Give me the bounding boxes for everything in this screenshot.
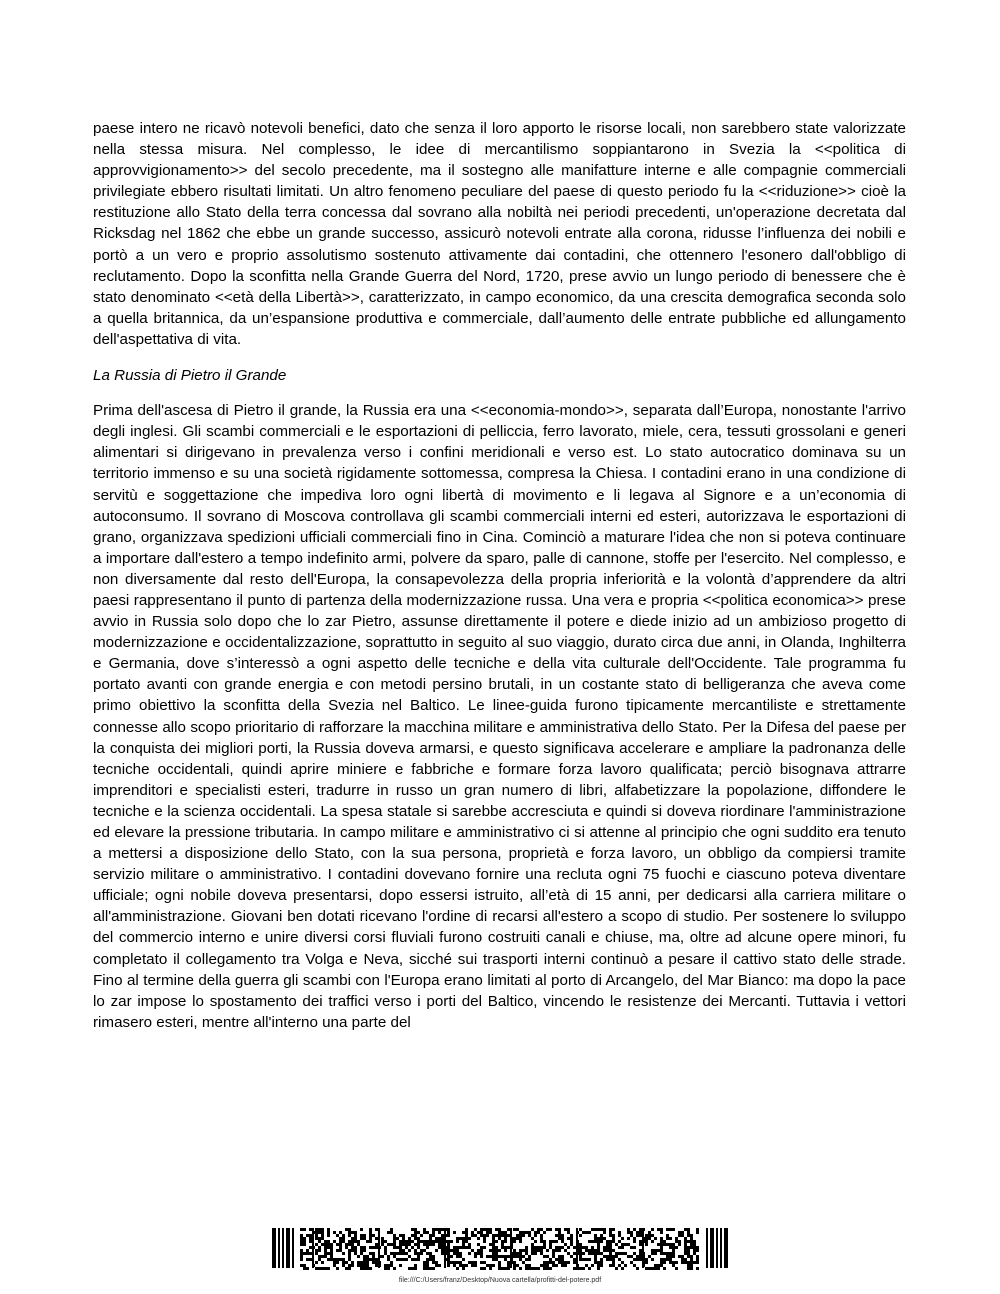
barcode-icon [266,1222,734,1274]
footer-file-path: file:///C:/Users/franz/Desktop/Nuova cartella/profitti-del-potere.pdf [398,1277,602,1284]
section-heading: La Russia di Pietro il Grande [93,367,287,385]
paragraph: paese intero ne ricavò notevoli benefici, dato che senza il loro apporto le risorse locali, non sarebbero state valorizzate nella stessa misura. Nel complesso, le idee di mercantilismo soppiantarono in Svezia la <<politica di approvvigionamento>> del secolo precedente, ma il sostegno alle manifatture interne e alle compagnie commerciali privilegiate ebbero risultati limitati. Un altro fenomeno peculiare del paese di questo periodo fu la <<riduzione>> cioè la restituzione allo Stato della terra concessa dal sovrano alla nobiltà nei periodi precedenti, un'operazione decretata dal Ricksdag nel 1862 che ebbe un grande successo, assicurò notevoli entrate alla corona, ridusse l’influenza dei nobili e portò a un vero e proprio assolutismo sostenuto attivamente dai contadini, che ottennero l'esonero dall'obbligo di reclutamento. Dopo la sconfitta nella Grande Guerra del Nord, 1720, prese avvio un lungo periodo di benessere che è stato denominato <<età della Libertà>>, caratterizzato, in campo economico, da una crescita demografica seconda solo a quella britannica, da un’espansione produttiva e commerciale, dall’aumento delle entrate pubbliche ed allungamento dell'aspettativa di vita. [93,120,906,348]
text-column [93,118,906,1033]
paragraph: Prima dell'ascesa di Pietro il grande, la Russia era una <<economia-mondo>>, separata dall’Europa, nonostante l'arrivo degli inglesi. Gli scambi commerciali e le esportazioni di pelliccia, ferro lavorato, miele, cera, tessuti grossolani e generi alimentari si dirigevano in prevalenza verso i confini meridionali e verso est. Lo stato autocratico dominava su un territorio immenso e su una società rigidamente sottomessa, compresa la Chiesa. I contadini erano in una condizione di servitù e soggettazione che impediva loro ogni libertà di movimento e li legava al Signore e a un’economia di autoconsumo. Il sovrano di Moscova controllava gli scambi commerciali interni ed esteri, autorizzava le esportazioni di grano, organizzava spedizioni ufficiali commerciali fino in Cina. Cominciò a maturare l'idea che non si poteva continuare a importare dall'estero a tempo indefinito armi, polvere da sparo, palle di cannone, stoffe per l'esercito. Nel complesso, e non diversamente dal resto dell'Europa, la consapevolezza della propria inferiorità e la volontà d’apprendere da altri paesi rappresentano il punto di partenza della modernizzazione russa. Una vera e propria <<politica economica>> prese avvio in Russia solo dopo che lo zar Pietro, assunse direttamente il potere e diede inizio ad un ambizioso progetto di modernizzazione e occidentalizzazione, soprattutto in seguito al suo viaggio, durato circa due anni, in Olanda, Inghilterra e Germania, dove s’interessò a ogni aspetto delle tecniche e della vita culturale dell'Occidente. Tale programma fu portato avanti con grande energia e con metodi persino brutali, in un costante stato di belligeranza che aveva come primo obiettivo la sconfitta della Svezia nel Baltico. Le linee-guida furono tipicamente mercantiliste e strettamente connesse allo scopo prioritario di rafforzare la macchina militare e amministrativa dello Stato. Per la Difesa del paese per la conquista dei migliori porti, la Russia doveva armarsi, e questo significava accelerare e ampliare la padronanza delle tecniche occidentali, quindi aprire miniere e fabbriche e formare forza lavoro qualificata; perciò bisognava attrarre imprenditori e specialisti esteri, tradurre in russo un gran numero di libri, alfabetizzare la popolazione, diffondere le tecniche e la scienza occidentali. La spesa statale si sarebbe accresciuta e quindi si doveva riordinare l'amministrazione ed elevare la pressione tributaria. In campo militare e amministrativo ci si attenne al principio che ogni suddito era tenuto a mettersi a disposizione dello Stato, con la sua persona, proprietà e forza lavoro, un obbligo da compiersi tramite servizio militare o amministrativo. I contadini dovevano fornire una recluta ogni 75 fuochi e ciascuno poteva diventare ufficiale; ogni nobile doveva presentarsi, dopo essersi istruito, all’età di 15 anni, per dedicarsi alla carriera militare o all'amministrazione. Giovani ben dotati ricevano l'ordine di recarsi all'estero a scopo di studio. Per sostenere lo sviluppo del commercio interno e unire diversi corsi fluviali furono costruiti canali e chiuse, ma, oltre ad alcune opere minori, fu completato il collegamento tra Volga e Neva, sicché sui trasporti interni continuò a pesare il cattivo stato delle strade. Fino al termine della guerra gli scambi con l'Europa erano limitati al porto di Arcangelo, del Mar Bianco: ma dopo la pace lo zar impose lo spostamento dei traffici verso i porti del Baltico, vincendo le resistenze dei Mercanti. Tuttavia i vettori rimasero esteri, mentre all'interno una parte del [93,402,906,1031]
